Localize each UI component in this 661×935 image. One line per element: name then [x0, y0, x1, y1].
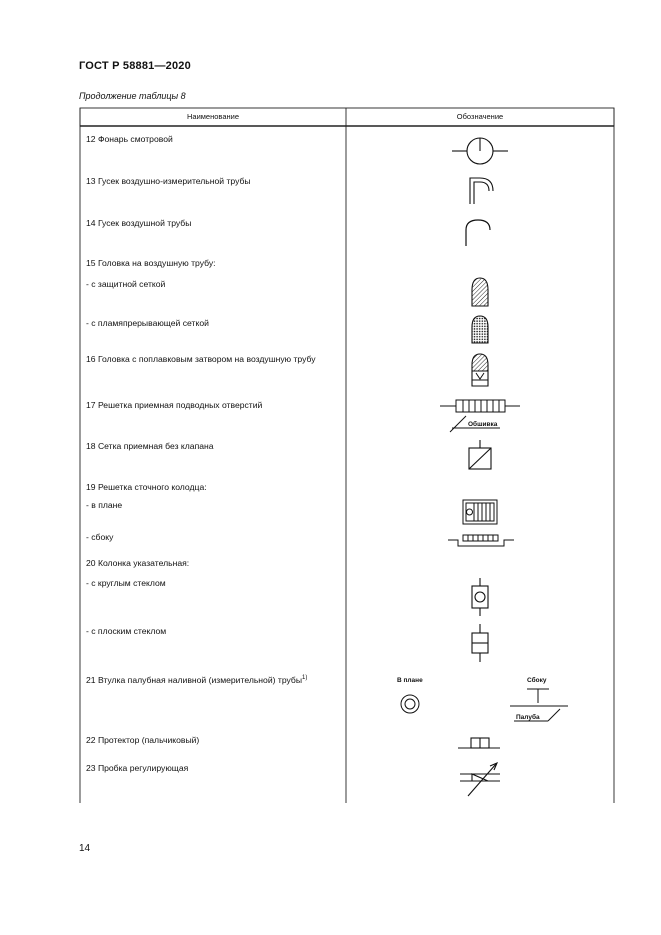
row-label-19b: - сбоку — [86, 532, 114, 542]
row-label-14: 14 Гусек воздушной трубы — [86, 218, 192, 228]
head-float-valve-symbol — [470, 352, 490, 386]
bushing-side-label: Сбоку — [527, 677, 547, 684]
bushing-plan-label: В плане — [397, 677, 423, 684]
row-label-19a: - в плане — [86, 500, 123, 510]
row-label-22: 22 Протектор (пальчиковый) — [86, 735, 200, 745]
drain-grating-side-symbol — [448, 535, 514, 546]
row-label-15a: - с защитной сеткой — [86, 279, 166, 289]
header-name: Наименование — [187, 112, 239, 121]
row-label-19: 19 Решетка сточного колодца: — [86, 482, 207, 492]
row-label-15: 15 Головка на воздушную трубу: — [86, 258, 216, 268]
head-protective-mesh-symbol — [470, 276, 490, 308]
intake-mesh-symbol — [469, 440, 491, 469]
footnote-marker: 1) — [302, 675, 308, 682]
page-number: 14 — [79, 843, 91, 854]
row-label-12: 12 Фонарь смотровой — [86, 134, 173, 144]
drain-grating-plan-symbol — [463, 500, 497, 524]
gooseneck-measuring-symbol — [470, 178, 493, 204]
header-symbol: Обозначение — [456, 112, 504, 121]
gooseneck-air-symbol — [466, 220, 490, 246]
indicator-round-glass-symbol — [472, 578, 488, 616]
deck-bushing-symbol — [401, 689, 568, 721]
row-label-20a: - с круглым стеклом — [86, 578, 166, 588]
regulating-plug-symbol — [460, 763, 500, 796]
row-label-17: 17 Решетка приемная подводных отверстий — [86, 400, 263, 410]
lantern-symbol — [452, 138, 508, 164]
indicator-flat-glass-symbol — [472, 624, 488, 662]
document-title: ГОСТ Р 58881—2020 — [79, 60, 191, 72]
row-label-16: 16 Головка с поплавковым затвором на воздушную трубу — [86, 354, 316, 364]
row-label-18: 18 Сетка приемная без клапана — [86, 441, 214, 451]
intake-grating-label: Обшивка — [468, 421, 498, 428]
table-caption: Продолжение таблицы 8 — [79, 91, 186, 101]
row-label-20: 20 Колонка указательная: — [86, 558, 190, 568]
row-label-23: 23 Пробка регулирующая — [86, 763, 189, 773]
bushing-pipe-label: Палуба — [516, 714, 540, 721]
row-label-20b: - с плоским стеклом — [86, 626, 167, 636]
protector-symbol — [458, 738, 500, 748]
row-label-13: 13 Гусек воздушно-измерительной трубы — [86, 176, 251, 186]
head-flame-arrester-symbol — [470, 314, 490, 345]
row-label-21-text: 21 Втулка палубная наливной (измерительной) трубы — [86, 675, 302, 685]
row-label-15b: - с пламяпрерывающей сеткой — [86, 318, 209, 328]
